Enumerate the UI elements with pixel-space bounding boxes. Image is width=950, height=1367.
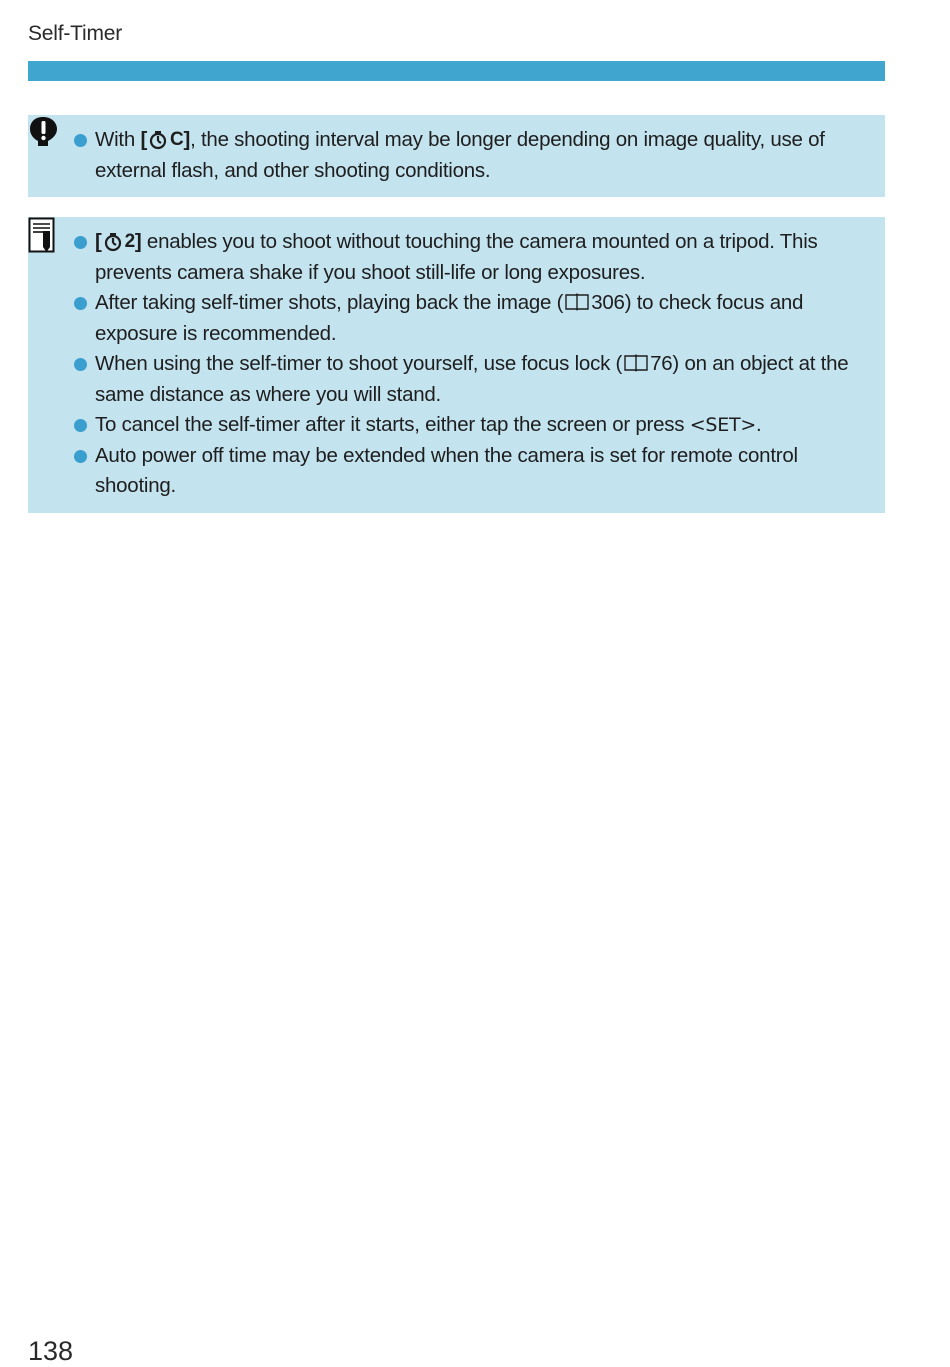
item-prefix: With (95, 128, 141, 151)
self-timer-2sec-icon: [ 2 ] (95, 230, 142, 253)
bullet-icon (74, 134, 87, 147)
bullet-icon (74, 236, 87, 249)
section-title: Self-Timer (28, 22, 123, 45)
item-text: . (756, 413, 762, 436)
caution-note (28, 115, 885, 197)
book-icon (564, 292, 590, 312)
list-item (95, 288, 877, 349)
memo-icon (28, 217, 58, 255)
item-text: ) on an object at the same distance as where you will stand. (95, 352, 849, 406)
caution-icon (28, 115, 60, 149)
bullet-icon (74, 358, 87, 371)
section-title-bar (28, 61, 885, 81)
list-item (95, 410, 877, 441)
list-item (95, 349, 877, 410)
item-text: ) to check focus and exposure is recommended. (95, 291, 804, 345)
memo-note (28, 217, 885, 513)
memo-list (95, 227, 877, 502)
caution-list (95, 125, 877, 186)
page-number: 138 (28, 1336, 74, 1366)
page-reference[interactable]: 306 (591, 291, 625, 314)
bullet-icon (74, 297, 87, 310)
page-reference[interactable]: 76 (650, 352, 673, 375)
bullet-icon (74, 419, 87, 432)
item-text: , the shooting interval may be longer depending on image quality, use of external flash, and other shooting conditions. (95, 128, 825, 182)
list-item (95, 125, 877, 186)
book-icon (623, 353, 649, 373)
list-item (95, 441, 877, 502)
item-text: After taking self-timer shots, playing back the image ( (95, 291, 564, 314)
item-text: When using the self-timer to shoot yourself, use focus lock ( (95, 352, 623, 375)
set-button-label: <SET> (689, 414, 756, 436)
item-text: To cancel the self-timer after it starts, either tap the screen or press (95, 413, 690, 436)
list-item (95, 227, 877, 288)
item-text: enables you to shoot without touching the camera mounted on a tripod. This prevents camera shake if you shoot still-life or long exposures. (95, 230, 818, 284)
self-timer-continuous-icon: [ C ] (140, 128, 191, 151)
bullet-icon (74, 450, 87, 463)
item-text: Auto power off time may be extended when the camera is set for remote control shooting. (95, 443, 798, 497)
